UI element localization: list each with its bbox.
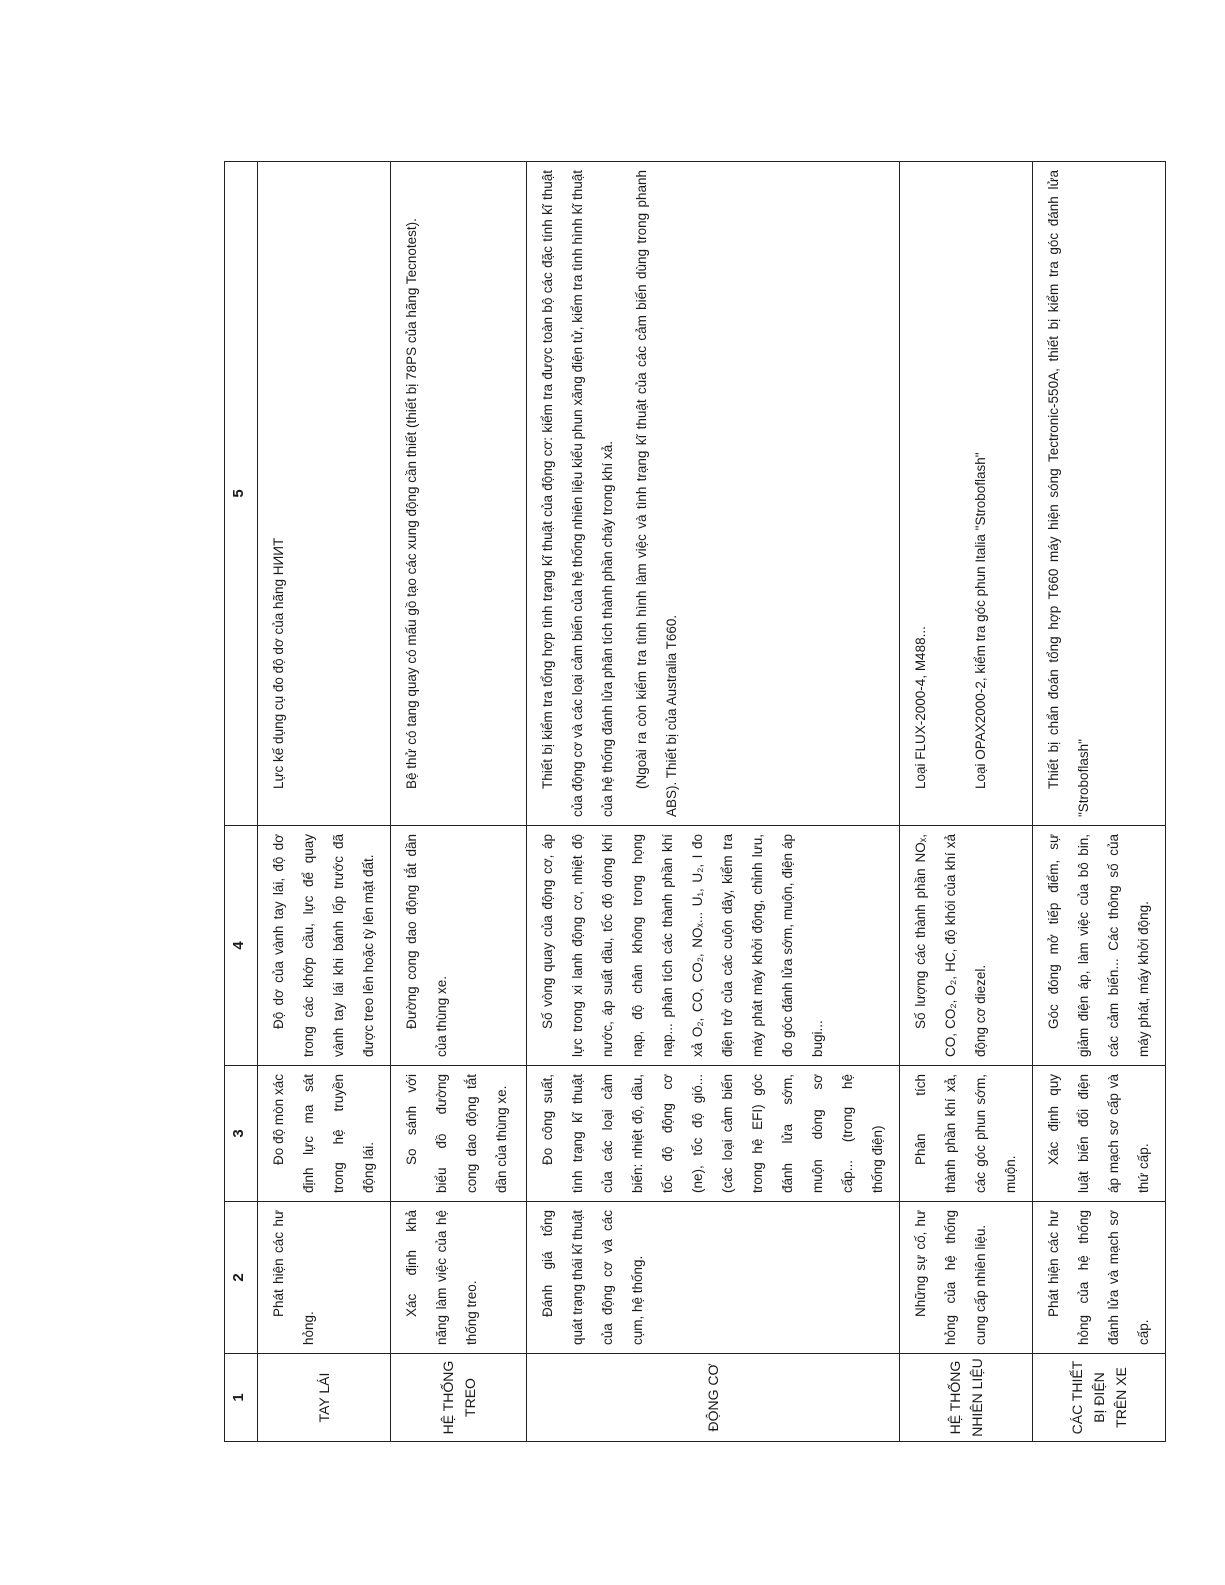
purpose-cell: Xác định khả năng làm việc của hệ thống treo. [391,1202,527,1354]
method-cell: Xác định quy luật biến đổi điện áp mạch sơ cấp và thứ cấp. [1033,1066,1166,1202]
purpose-cell: Phát hiện các hư hỏng. [258,1202,391,1354]
diagnostic-table [224,161,1166,1442]
equipment-cell [527,162,900,826]
system-cell: ĐỘNG CƠ [527,1354,900,1442]
purpose-cell: Đánh giá tổng quát trạng thái kĩ thuật của động cơ và các cụm, hệ thống. [527,1202,900,1354]
equipment-cell: Thiết bị chẩn đoán tổng hợp T660 máy hiện sóng Tectronic-550A, thiết bị kiểm tra góc đánh lửa "Stroboflash" [1033,162,1166,826]
equipment-text: Thiết bị kiểm tra tổng hợp tình trạng kĩ thuật của động cơ: kiểm tra được toàn bộ các đặc tính kĩ thuật của động cơ và các loại cảm biến của hệ thống nhiên liệu kiểu phun xăng điện tử, kiểm tra tình hình kĩ thuật của hệ thống đánh lửa phân tích thành phần cháy trong khí xả. [540,170,615,817]
table-row [1033,162,1166,1442]
method-cell: Đo độ mòn xác định lực ma sát trong hệ truyền động lái. [258,1066,391,1202]
header-col-5: 5 [225,162,258,826]
parameters-cell: Số lượng các thành phần NOₓ, CO, CO₂, O₂, HC, độ khói của khí xả động cơ diezel. [900,826,1033,1066]
purpose-cell: Phát hiện các hư hỏng của hệ thống đánh lửa và mạch sơ cấp. [1033,1202,1166,1354]
header-col-3: 3 [225,1066,258,1202]
equipment-note: (Ngoài ra còn kiểm tra tình hình làm việc và tình trạng kĩ thuật của các cảm biến dùng trong phanh ABS). Thiết bị của Australia T660. [634,170,679,817]
header-col-4: 4 [225,826,258,1066]
system-cell: HỆ THỐNG NHIÊN LIỆU [900,1354,1033,1442]
table-row [527,162,900,1442]
method-cell: Đo công suất, tình trạng kĩ thuật của các loại cảm biến: nhiệt độ, dầu, tốc độ động cơ (ne), tốc độ gió... (các loại cảm biến trong hệ EFI) góc đánh lửa sớm, muộn dòng sơ cấp... (trong hệ thống điện) [527,1066,900,1202]
equipment-text: Loại FLUX-2000-4, M488... [913,626,928,789]
equipment-cell: Lực kế dụng cụ đo độ dơ của hãng НИИТ [258,162,391,826]
equipment-cell [900,162,1033,826]
parameters-cell: Góc đóng mở tiếp điểm, sự giảm điện áp, làm việc của bô bin, các cảm biến... Các thông số của máy phát, máy khởi động. [1033,826,1166,1066]
header-row [225,162,258,1442]
purpose-cell: Những sự cố, hư hỏng của hệ thống cung cấp nhiên liệu. [900,1202,1033,1354]
system-cell: CÁC THIẾT BỊ ĐIỆN TRÊN XE [1033,1354,1166,1442]
system-cell: TAY LÁI [258,1354,391,1442]
method-cell: Phân tích thành phần khí xả, các góc phun sớm, muộn. [900,1066,1033,1202]
parameters-cell: Số vòng quay của động cơ, áp lực trong xi lanh động cơ, nhiệt độ nước, áp suất dầu, tốc độ dòng khí nạp, độ chân không trong họng nạp... phân tích các thành phần khí xả O₂, CO, CO₂, NOₓ... U₁, U₂, I đo điện trở của các cuộn dây, kiểm tra máy phát máy khởi động, chỉnh lưu, đo góc đánh lửa sớm, muộn, điện áp bugi... [527,826,900,1066]
equipment-note: Loại OPAX2000-2, kiểm tra góc phun Italia "Stroboflash" [973,452,988,789]
table-row [258,162,391,1442]
header-col-1: 1 [225,1354,258,1442]
parameters-cell: Độ dơ của vành tay lái, độ dơ trong các khớp cầu, lực để quay vành tay lái khi bánh lốp trước đã được treo lên hoặc tỳ lên mặt đất. [258,826,391,1066]
system-cell: HỆ THỐNG TREO [391,1354,527,1442]
header-col-2: 2 [225,1202,258,1354]
parameters-cell: Đường cong dao động tắt dần của thùng xe. [391,826,527,1066]
rotated-table-frame [224,162,1151,1442]
table-row [391,162,527,1442]
method-cell: So sánh với biểu đồ đường cong dao động tắt dần của thùng xe. [391,1066,527,1202]
table-row [900,162,1033,1442]
equipment-cell: Bệ thử có tang quay có mấu gồ tạo các xung động cần thiết (thiết bị 78PS của hãng Tecnotest). [391,162,527,826]
